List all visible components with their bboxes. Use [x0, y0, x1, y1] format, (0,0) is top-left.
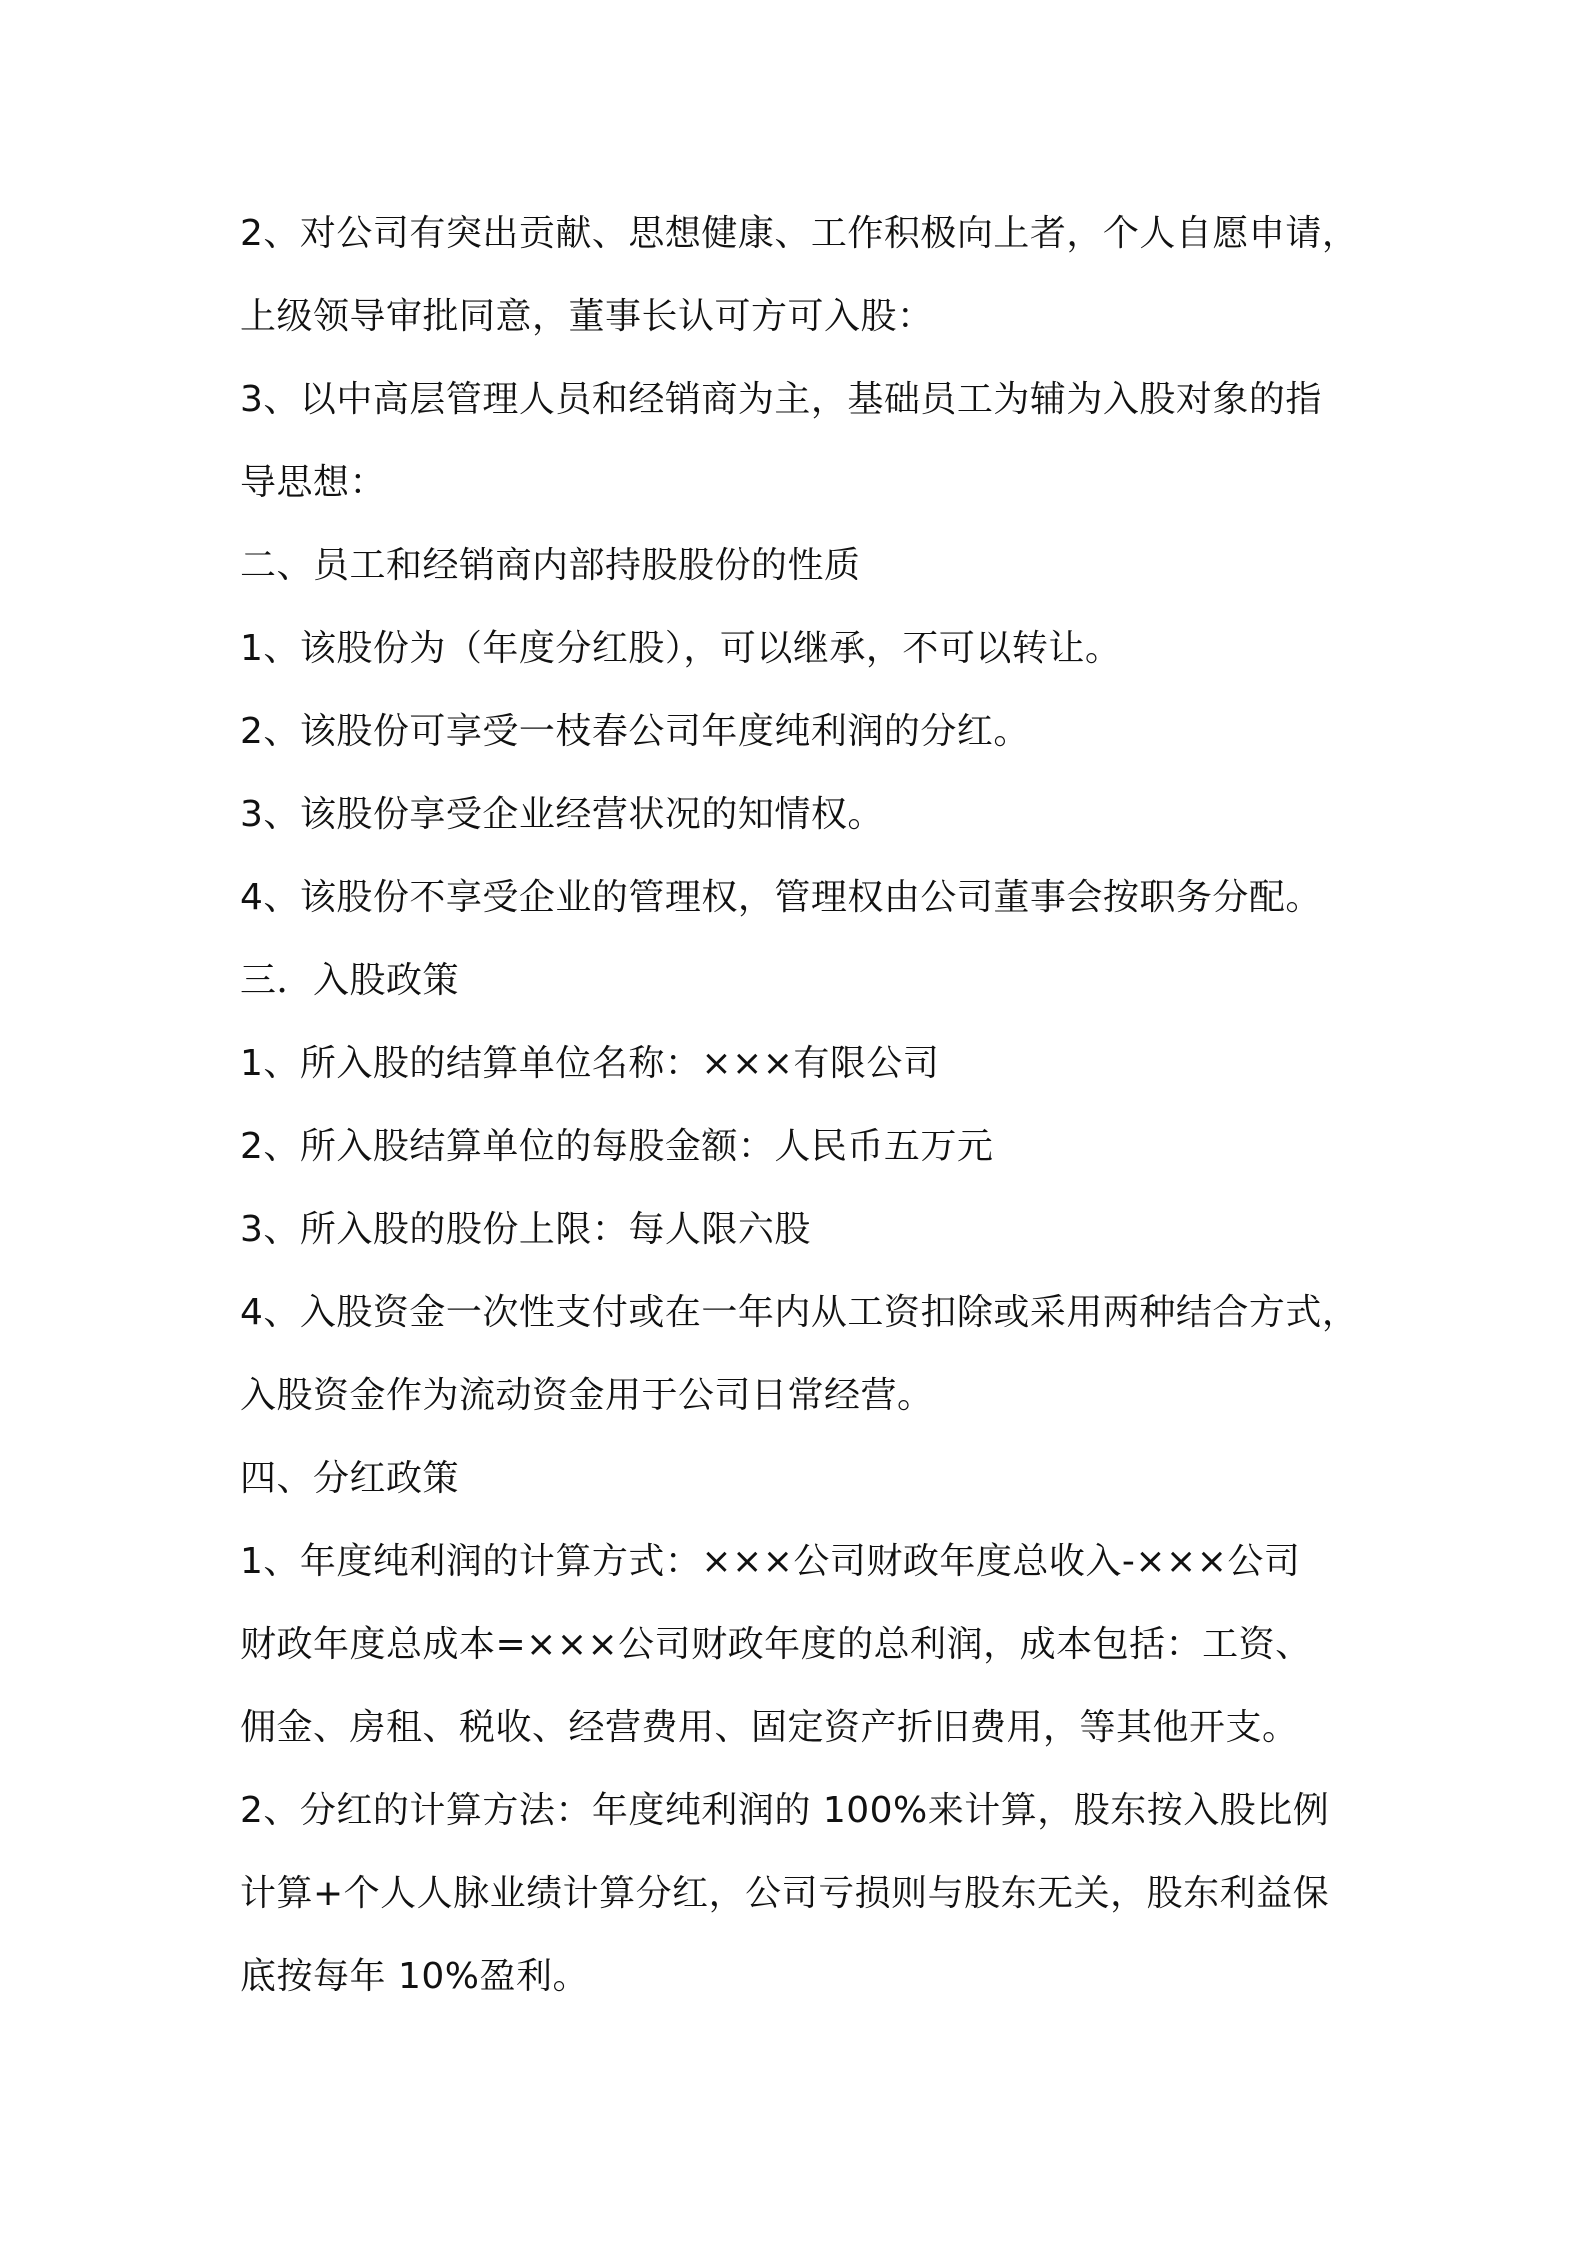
text-line: 2、分红的计算方法：年度纯利润的 100%来计算，股东按入股比例 [240, 1790, 1330, 1831]
text-line: 3、以中高层管理人员和经销商为主，基础员工为辅为入股对象的指 [240, 379, 1322, 420]
text-line: 入股资金作为流动资金用于公司日常经营。 [240, 1375, 934, 1416]
text-line: 1、该股份为（年度分红股），可以继承，不可以转让。 [240, 628, 1122, 669]
text-line: 财政年度总成本=×××公司财政年度的总利润，成本包括：工资、 [240, 1624, 1312, 1665]
section-heading: 二、员工和经销商内部持股股份的性质 [240, 545, 861, 586]
text-line: 1、年度纯利润的计算方式：×××公司财政年度总收入-×××公司 [240, 1541, 1301, 1582]
text-line: 1、所入股的结算单位名称：×××有限公司 [240, 1043, 940, 1084]
text-line: 导思想： [240, 462, 387, 503]
text-line: 2、对公司有突出贡献、思想健康、工作积极向上者，个人自愿申请， [240, 213, 1359, 254]
text-line: 上级领导审批同意，董事长认可方可入股： [240, 296, 934, 337]
text-line: 4、该股份不享受企业的管理权，管理权由公司董事会按职务分配。 [240, 877, 1322, 918]
text-line: 计算+个人人脉业绩计算分红，公司亏损则与股东无关，股东利益保 [240, 1873, 1330, 1914]
section-heading: 四、分红政策 [240, 1458, 460, 1499]
text-line: 底按每年 10%盈利。 [240, 1956, 589, 1997]
text-line: 3、所入股的股份上限：每人限六股 [240, 1209, 811, 1250]
text-line: 3、该股份享受企业经营状况的知情权。 [240, 794, 884, 835]
section-heading: 三．入股政策 [240, 960, 460, 1001]
text-line: 4、入股资金一次性支付或在一年内从工资扣除或采用两种结合方式， [240, 1292, 1359, 1333]
document-body [240, 192, 1370, 2018]
text-line: 佣金、房租、税收、经营费用、固定资产折旧费用，等其他开支。 [240, 1707, 1299, 1748]
text-line: 2、该股份可享受一枝春公司年度纯利润的分红。 [240, 711, 1030, 752]
text-line: 2、所入股结算单位的每股金额：人民币五万元 [240, 1126, 994, 1167]
